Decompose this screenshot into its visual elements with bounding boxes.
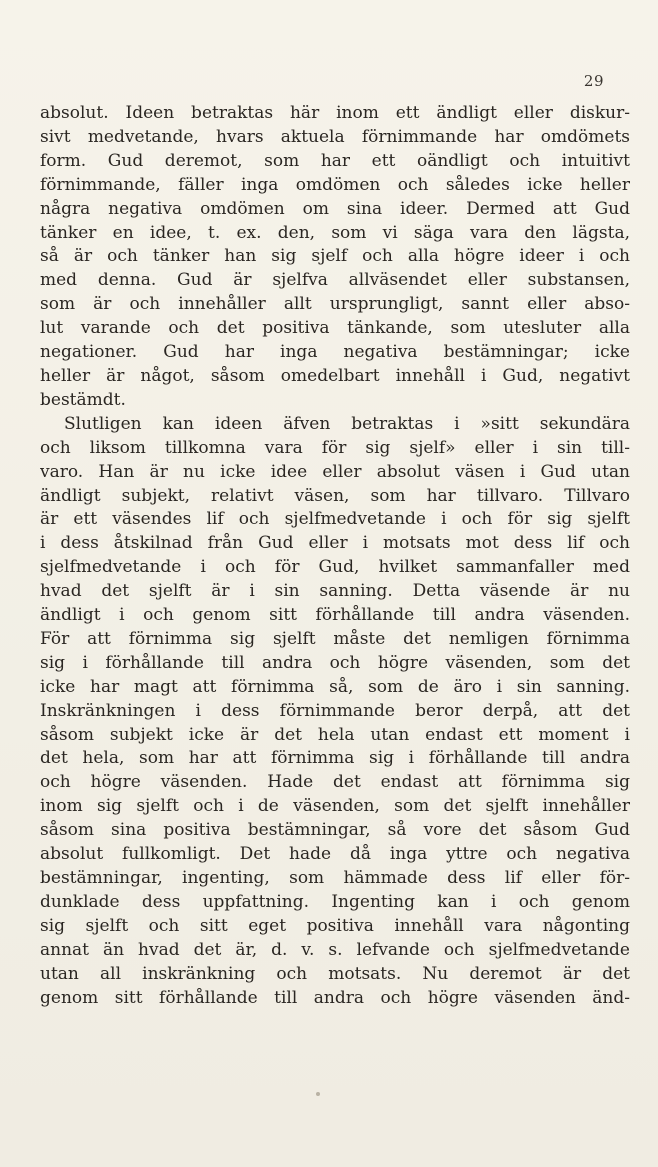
text-line: form. Gud deremot, som har ett oändligt och intuitivt [40,150,630,171]
text-line: och liksom tillkomna vara för sig sjelf» eller i sin till- [40,437,630,458]
page-number: 29 [583,72,604,90]
text-line: och högre väsenden. Hade det endast att förnimma sig [40,772,630,793]
text-line: är ett väsendes lif och sjelfmedvetande i och för sig sjelft [40,509,630,530]
text-line: såsom sina positiva bestämningar, så vore det såsom Gud [40,820,630,841]
text-line: heller är något, såsom omedelbart innehåll i Gud, negativt [40,365,630,386]
text-line: Inskränkningen i dess förnimmande beror derpå, att det [40,700,630,721]
text-line: ändligt subjekt, relativt väsen, som har tillvaro. Tillvaro [40,485,630,506]
text-line: bestämdt. [40,389,126,410]
text-line: varo. Han är nu icke idee eller absolut väsen i Gud utan [40,461,630,482]
text-line: bestämningar, ingenting, som hämmade dess lif eller för- [40,868,630,888]
text-line: genom sitt förhållande till andra och högre väsenden änd- [40,987,630,1008]
text-line: utan all inskränkning och motsats. Nu deremot är det [40,963,630,984]
text-line: För att förnimma sig sjelft måste det nemligen förnimma [40,628,630,649]
text-line: sjelfmedvetande i och för Gud, hvilket sammanfaller med [40,557,630,578]
body-text [40,102,630,1010]
text-line: absolut. Ideen betraktas här inom ett ändligt eller diskur- [40,103,630,123]
text-line: med denna. Gud är sjelfva allväsendet eller substansen, [40,270,630,291]
text-line: annat än hvad det är, d. v. s. lefvande och sjelfmedvetande [40,939,630,960]
text-line: sig sjelft och sitt eget positiva innehåll vara någonting [40,915,630,936]
text-line: sivt medvetande, hvars aktuela förnimmande har omdömets [40,126,630,147]
text-line: dunklade dess uppfattning. Ingenting kan i och genom [40,891,630,912]
text-line: det hela, som har att förnimma sig i förhållande till andra [40,748,630,769]
text-line: absolut fullkomligt. Det hade då inga yttre och negativa [40,844,630,865]
text-line: tänker en idee, t. ex. den, som vi säga vara den lägsta, [40,222,630,243]
text-line: hvad det sjelft är i sin sanning. Detta väsende är nu [40,581,630,602]
print-speck [316,1092,320,1096]
text-line: i dess åtskilnad från Gud eller i motsats mot dess lif och [40,533,630,554]
text-line: sig i förhållande till andra och högre väsenden, som det [40,652,630,673]
text-line: såsom subjekt icke är det hela utan endast ett moment i [40,724,630,745]
text-line: icke har magt att förnimma så, som de äro i sin sanning. [40,676,630,697]
text-line: ändligt i och genom sitt förhållande till andra väsenden. [40,605,630,626]
text-line: som är och innehåller allt ursprungligt, sannt eller abso- [40,294,630,315]
text-line: lut varande och det positiva tänkande, som utesluter alla [40,318,630,339]
text-line: Slutligen kan ideen äfven betraktas i »sitt sekundära [64,413,630,434]
paragraph-1 [40,102,630,413]
text-line: förnimmande, fäller inga omdömen och således icke heller [40,174,630,195]
paragraph-2 [40,413,630,1011]
text-line: några negativa omdömen om sina ideer. Dermed att Gud [40,198,630,219]
text-line: så är och tänker han sig sjelf och alla högre ideer i och [40,246,630,267]
text-line: negationer. Gud har inga negativa bestämningar; icke [40,342,630,363]
text-line: inom sig sjelft och i de väsenden, som det sjelft innehåller [40,796,630,817]
